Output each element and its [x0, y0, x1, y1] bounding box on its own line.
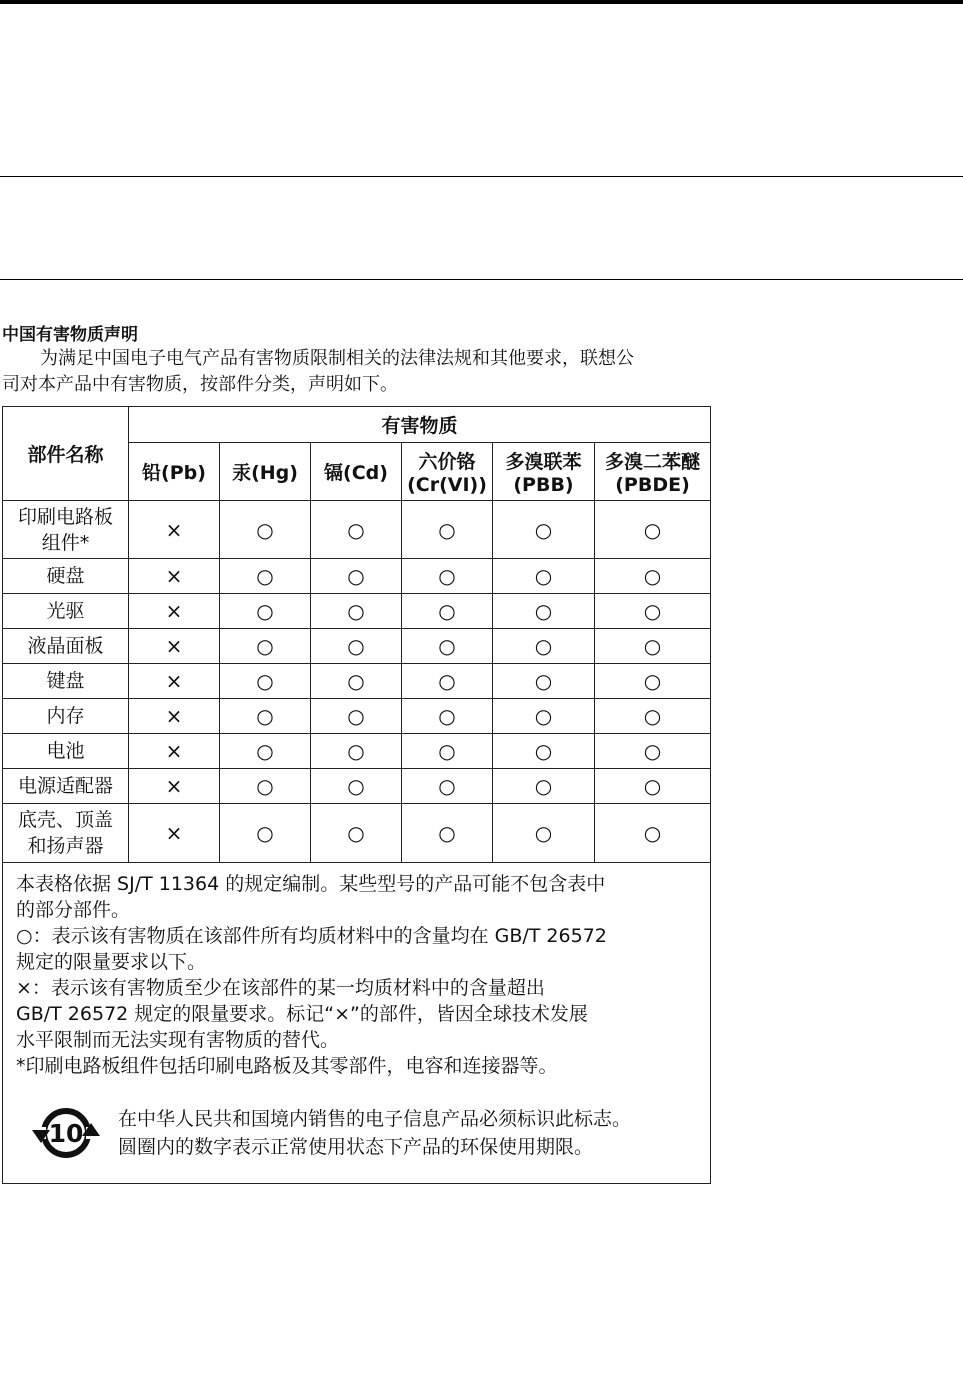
substance-mark-cell: ○: [493, 594, 595, 629]
substance-mark-cell: ○: [402, 501, 493, 559]
substance-mark-cell: ×: [129, 769, 220, 804]
substance-mark-cell: ○: [595, 501, 711, 559]
substance-name: 镉(Cd): [324, 462, 388, 484]
substance-mark-cell: ○: [402, 699, 493, 734]
substance-name: 六价铬: [418, 451, 476, 473]
part-name: 印刷电路板: [17, 505, 113, 528]
note-line: 本表格依据 SJ/T 11364 的规定编制。某些型号的产品可能不包含表中: [16, 873, 606, 895]
divider-rule: [0, 176, 963, 177]
substance-mark-cell: ○: [311, 804, 402, 863]
epup-text-line: 圆圈内的数字表示正常使用状态下产品的环保使用期限。: [118, 1136, 594, 1158]
part-name: 组件*: [41, 531, 90, 554]
substance-mark-cell: ○: [220, 769, 311, 804]
table-row: [3, 699, 711, 734]
substance-name: 多溴二苯醚: [605, 451, 701, 473]
substance-mark-cell: ○: [493, 664, 595, 699]
part-name: 硬盘: [46, 565, 85, 587]
substance-mark-cell: ○: [311, 664, 402, 699]
substance-header: [595, 443, 711, 501]
substance-mark-cell: ○: [402, 594, 493, 629]
part-name-header: 部件名称: [3, 407, 129, 501]
note-line: 的部分部件。: [16, 899, 131, 921]
part-name: 内存: [46, 705, 85, 727]
substance-mark-cell: ○: [595, 594, 711, 629]
substance-mark-cell: ×: [129, 629, 220, 664]
part-name: 电池: [46, 740, 85, 762]
substance-mark-cell: ○: [311, 629, 402, 664]
substance-mark-cell: ×: [129, 501, 220, 559]
substance-mark-cell: ○: [402, 629, 493, 664]
substance-mark-cell: ○: [311, 501, 402, 559]
divider-rule: [0, 279, 963, 280]
substance-mark-cell: ○: [493, 559, 595, 594]
substance-mark-cell: ○: [311, 559, 402, 594]
substance-symbol: (PBDE): [615, 474, 690, 496]
substance-symbol: (Cr(VI)): [407, 474, 487, 496]
substance-mark-cell: ×: [129, 559, 220, 594]
substance-mark-cell: ×: [129, 734, 220, 769]
substance-mark-cell: ○: [493, 699, 595, 734]
substance-mark-cell: ×: [129, 594, 220, 629]
intro-line: 司对本产品中有害物质，按部件分类，声明如下。: [2, 374, 398, 395]
substance-mark-cell: ×: [129, 804, 220, 863]
substance-mark-cell: ○: [595, 559, 711, 594]
substance-mark-cell: ○: [595, 629, 711, 664]
substance-mark-cell: ○: [311, 734, 402, 769]
part-name: 光驱: [46, 600, 85, 622]
substance-mark-cell: ○: [402, 734, 493, 769]
substance-mark-cell: ○: [220, 734, 311, 769]
substance-mark-cell: ○: [220, 664, 311, 699]
substance-mark-cell: ○: [595, 699, 711, 734]
part-name-cell: [3, 559, 129, 594]
substance-mark-cell: ○: [220, 699, 311, 734]
substance-symbol: (PBB): [513, 474, 574, 496]
table-row: [3, 559, 711, 594]
top-rule: [0, 0, 963, 4]
part-name: 底壳、顶盖: [17, 809, 113, 831]
substance-name: 汞(Hg): [232, 462, 298, 484]
note-line: 规定的限量要求以下。: [16, 951, 207, 973]
intro-line: 为满足中国电子电气产品有害物质限制相关的法律法规和其他要求，联想公: [40, 348, 634, 369]
substance-mark-cell: ○: [220, 559, 311, 594]
part-name-cell: [3, 501, 129, 559]
substance-mark-cell: ○: [402, 769, 493, 804]
part-name: 和扬声器: [27, 835, 104, 857]
part-name-cell: [3, 664, 129, 699]
epup-text-line: 在中华人民共和国境内销售的电子信息产品必须标识此标志。: [118, 1108, 632, 1130]
part-name-cell: [3, 769, 129, 804]
notes-cell: [3, 863, 711, 1184]
table-row: [3, 769, 711, 804]
note-line: 水平限制而无法实现有害物质的替代。: [16, 1029, 340, 1051]
hazard-header: 有害物质: [129, 407, 711, 443]
substance-mark-cell: ○: [311, 769, 402, 804]
substance-mark-cell: ○: [595, 734, 711, 769]
substance-name: 多溴联苯: [505, 451, 582, 473]
intro-paragraph: [2, 346, 710, 398]
substance-mark-cell: ○: [595, 664, 711, 699]
substance-mark-cell: ○: [595, 769, 711, 804]
note-line: ○：表示该有害物质在该部件所有均质材料中的含量均在 GB/T 26572: [16, 925, 607, 947]
table-row: [3, 501, 711, 559]
substance-mark-cell: ×: [129, 664, 220, 699]
substance-mark-cell: ○: [493, 501, 595, 559]
table-row: [3, 734, 711, 769]
part-name-cell: [3, 629, 129, 664]
substance-mark-cell: ○: [220, 629, 311, 664]
epup-years: 10: [48, 1119, 84, 1148]
substance-header: [220, 443, 311, 501]
note-line: GB/T 26572 规定的限量要求。标记“×”的部件，皆因全球技术发展: [16, 1003, 588, 1025]
substance-header: [129, 443, 220, 501]
substance-mark-cell: ○: [402, 664, 493, 699]
part-name: 液晶面板: [27, 635, 104, 657]
substance-mark-cell: ○: [220, 501, 311, 559]
part-name: 键盘: [46, 670, 85, 692]
substance-mark-cell: ○: [493, 804, 595, 863]
table-row: [3, 804, 711, 863]
part-name: 电源适配器: [17, 775, 113, 797]
substance-mark-cell: ○: [493, 734, 595, 769]
substance-mark-cell: ○: [493, 769, 595, 804]
substance-mark-cell: ○: [311, 594, 402, 629]
substance-name: 铅(Pb): [142, 462, 206, 484]
substance-header: [402, 443, 493, 501]
substance-mark-cell: ○: [595, 804, 711, 863]
part-name-cell: [3, 804, 129, 863]
note-line: ×：表示该有害物质至少在该部件的某一均质材料中的含量超出: [16, 977, 545, 999]
epup-10-logo-icon: [30, 1103, 102, 1163]
section-heading: 中国有害物质声明: [2, 325, 138, 345]
part-name-cell: [3, 699, 129, 734]
substance-mark-cell: ○: [402, 559, 493, 594]
table-row: [3, 664, 711, 699]
table-row: [3, 629, 711, 664]
substance-mark-cell: ○: [220, 594, 311, 629]
substance-mark-cell: ○: [220, 804, 311, 863]
note-line: *印刷电路板组件包括印刷电路板及其零部件，电容和连接器等。: [16, 1055, 558, 1077]
substance-header: [493, 443, 595, 501]
hazardous-substance-table: [2, 406, 711, 1184]
substance-mark-cell: ○: [493, 629, 595, 664]
epup-mark-row: [16, 1103, 700, 1163]
part-name-cell: [3, 734, 129, 769]
table-row: [3, 594, 711, 629]
part-name-cell: [3, 594, 129, 629]
substance-mark-cell: ○: [311, 699, 402, 734]
substance-mark-cell: ○: [402, 804, 493, 863]
substance-header: [311, 443, 402, 501]
substance-mark-cell: ×: [129, 699, 220, 734]
